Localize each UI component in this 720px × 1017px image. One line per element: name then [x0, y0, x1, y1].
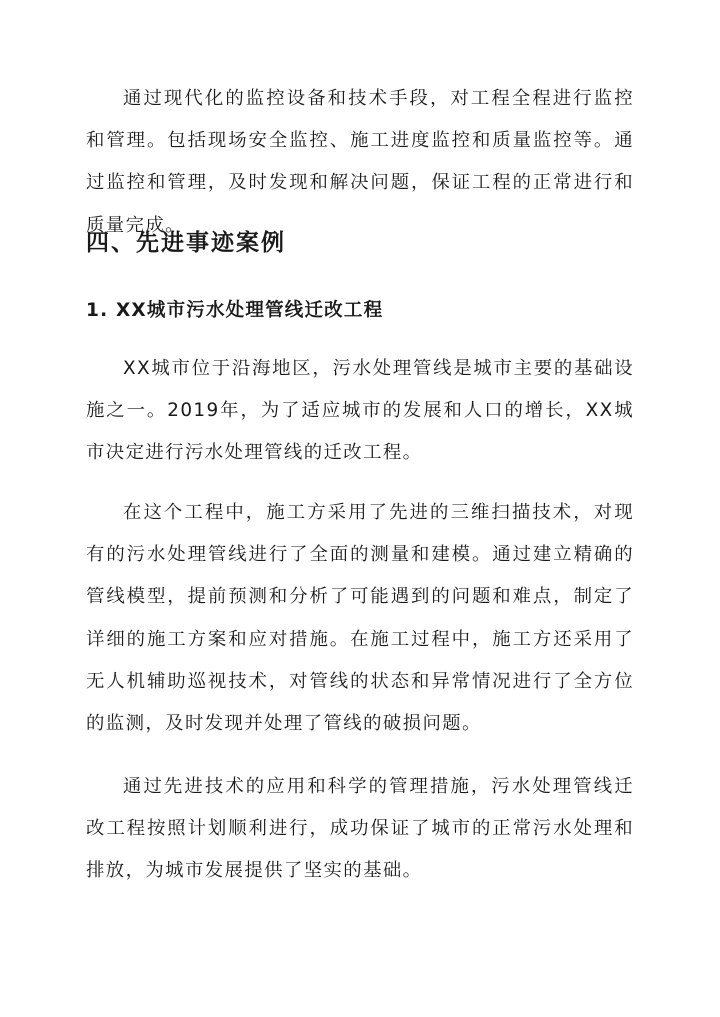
- paragraph-result: 通过先进技术的应用和科学的管理措施，污水处理管线迁改工程按照计划顺利进行，成功保证了城市的正常污水处理和排放，为城市发展提供了坚实的基础。: [86, 776, 634, 882]
- section-heading: 四、先进事迹案例: [86, 230, 286, 256]
- paragraph-monitoring: 通过现代化的监控设备和技术手段，对工程全程进行监控和管理。包括现场安全监控、施工进度监控和质量监控等。通过监控和管理，及时发现和解决问题，保证工程的正常进行和质量完成。: [86, 88, 634, 236]
- subsection-heading: 1. XX城市污水处理管线迁改工程: [86, 300, 384, 321]
- paragraph-background: XX城市位于沿海地区，污水处理管线是城市主要的基础设施之一。2019年，为了适应城市的发展和人口的增长，XX城市决定进行污水处理管线的迁改工程。: [86, 358, 634, 464]
- paragraph-technology: 在这个工程中，施工方采用了先进的三维扫描技术，对现有的污水处理管线进行了全面的测量和建模。通过建立精确的管线模型，提前预测和分析了可能遇到的问题和难点，制定了详细的施工方案和应对措施。在施工过程中，施工方还采用了无人机辅助巡视技术，对管线的状态和异常情况进行了全方位的监测，及时发现并处理了管线的破损问题。: [86, 502, 634, 735]
